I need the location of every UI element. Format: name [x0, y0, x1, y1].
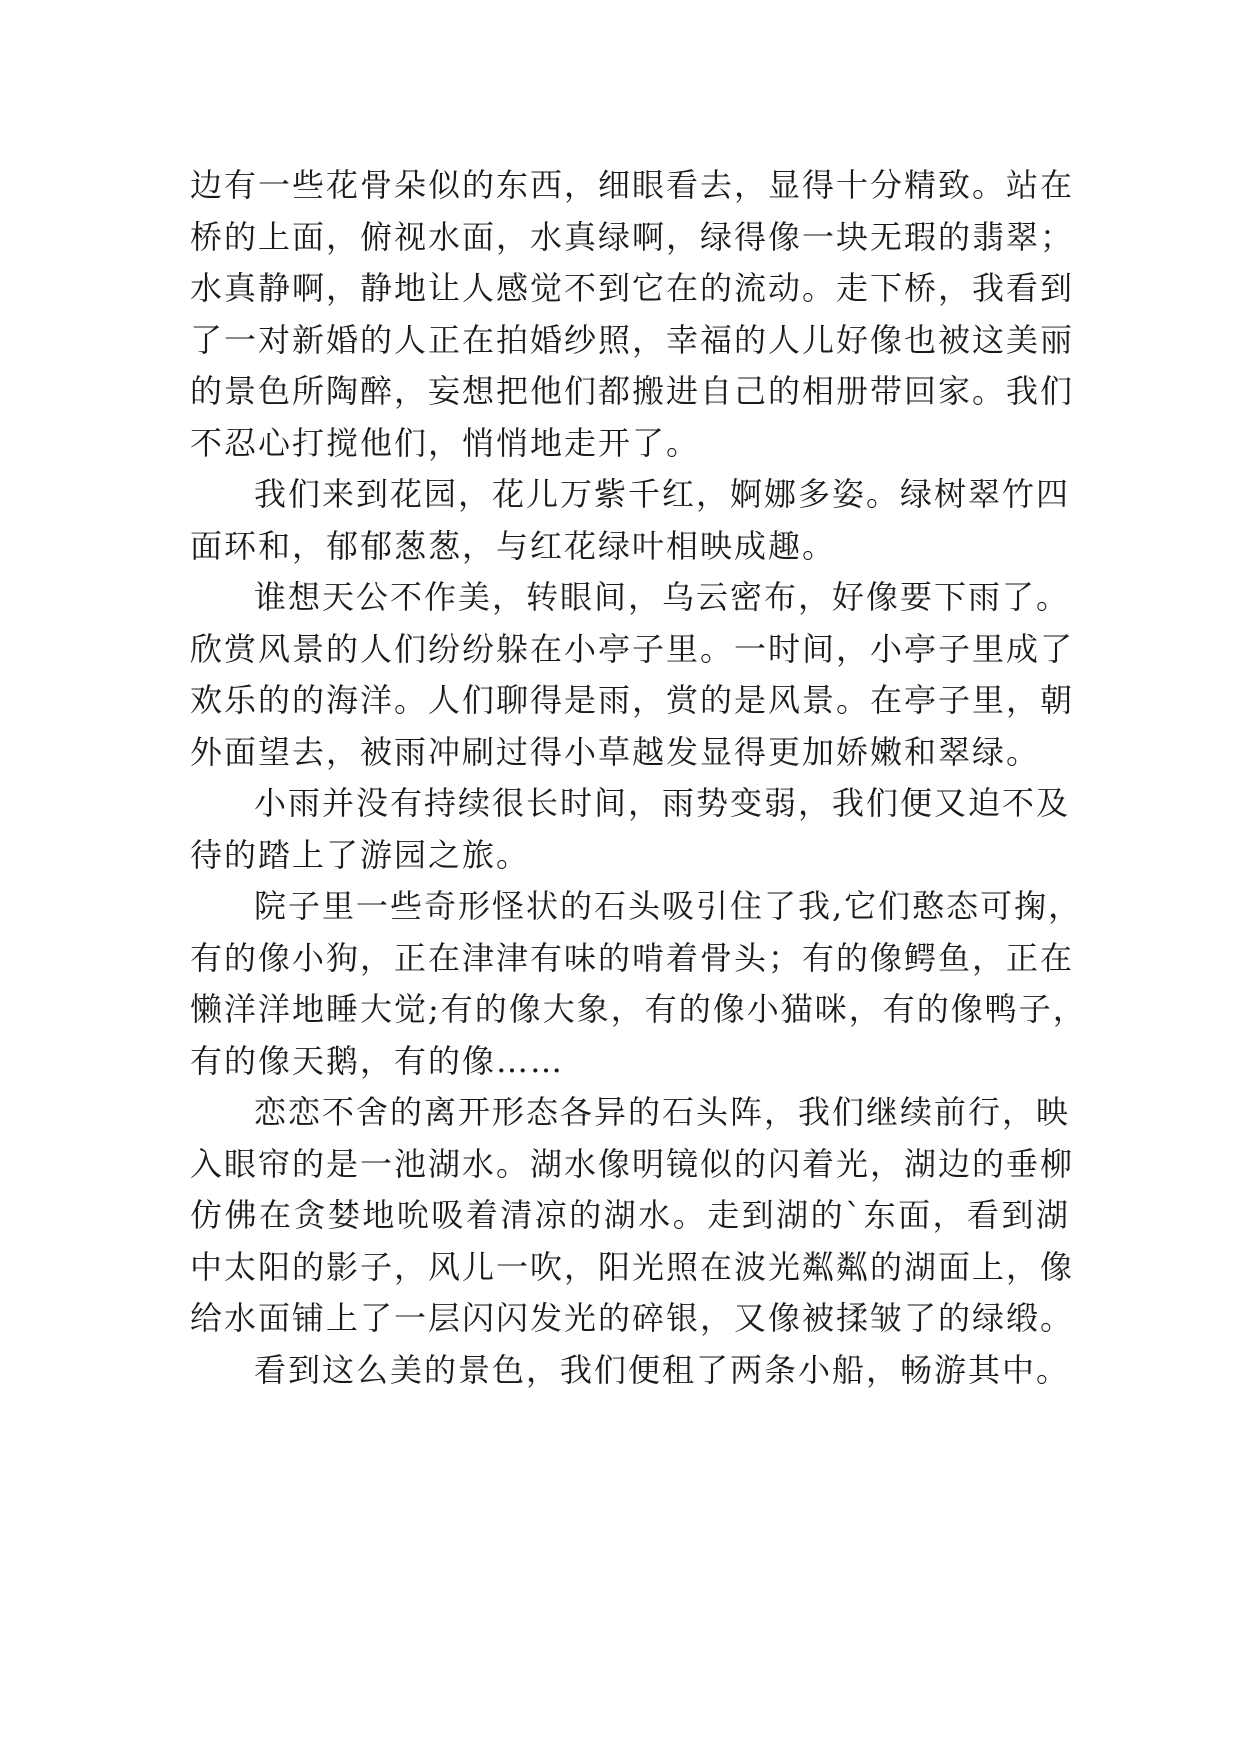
- paragraph-first-line: 谁想天公不作美，转眼间，乌云密布，好像要下雨了。: [254, 578, 1071, 616]
- text-line: 懒洋洋地睡大觉;有的像大象，有的像小猫咪，有的像鸭子，: [190, 990, 1087, 1028]
- text-line: 待的踏上了游园之旅。: [190, 835, 531, 874]
- text-line: 入眼帘的是一池湖水。湖水像明镜似的闪着光，湖边的垂柳: [190, 1144, 1075, 1183]
- paragraph-first-line: 恋恋不舍的离开形态各异的石头阵，我们继续前行，映: [254, 1093, 1071, 1131]
- text-line: 面环和，郁郁葱葱，与红花绿叶相映成趣。: [190, 526, 837, 565]
- paragraph-first-line: 小雨并没有持续很长时间，雨势变弱，我们便又迫不及: [254, 784, 1071, 822]
- essay-body: [190, 160, 1087, 1396]
- text-line: 给水面铺上了一层闪闪发光的碎银，又像被揉皱了的绿缎。: [190, 1299, 1075, 1337]
- text-line: 有的像天鹅，有的像……: [190, 1041, 565, 1080]
- text-line: 的景色所陶醉，妄想把他们都搬进自己的相册带回家。我们: [190, 372, 1075, 410]
- text-line: 有的像小狗，正在津津有味的啃着骨头；有的像鳄鱼，正在: [190, 938, 1075, 977]
- text-line: 仿佛在贪婪地吮吸着清凉的湖水。走到湖的`东面，看到湖: [190, 1196, 1070, 1234]
- text-line: 欣赏风景的人们纷纷躲在小亭子里。一时间，小亭子里成了: [190, 629, 1075, 668]
- paragraph-first-line: 看到这么美的景色，我们便租了两条小船，畅游其中。: [254, 1350, 1071, 1389]
- text-line: 水真静啊，静地让人感觉不到它在的流动。走下桥，我看到: [190, 269, 1075, 307]
- paragraph-first-line: 院子里一些奇形怪状的石头吸引住了我,它们憨态可掬，: [254, 887, 1083, 925]
- text-line: 不忍心打搅他们，悄悄地走开了。: [190, 423, 701, 462]
- text-line: 桥的上面，俯视水面，水真绿啊，绿得像一块无瑕的翡翠；: [190, 217, 1075, 256]
- text-line: 边有一些花骨朵似的东西，细眼看去，显得十分精致。站在: [190, 166, 1075, 204]
- text-line: 中太阳的影子，风儿一吹，阳光照在波光粼粼的湖面上，像: [190, 1247, 1075, 1286]
- text-line: 外面望去，被雨冲刷过得小草越发显得更加娇嫩和翠绿。: [190, 732, 1041, 771]
- text-line: 了一对新婚的人正在拍婚纱照，幸福的人儿好像也被这美丽: [190, 320, 1075, 359]
- text-line: 欢乐的的海洋。人们聊得是雨，赏的是风景。在亭子里，朝: [190, 681, 1075, 719]
- paragraph-first-line: 我们来到花园，花儿万紫千红，婀娜多姿。绿树翠竹四: [254, 475, 1071, 513]
